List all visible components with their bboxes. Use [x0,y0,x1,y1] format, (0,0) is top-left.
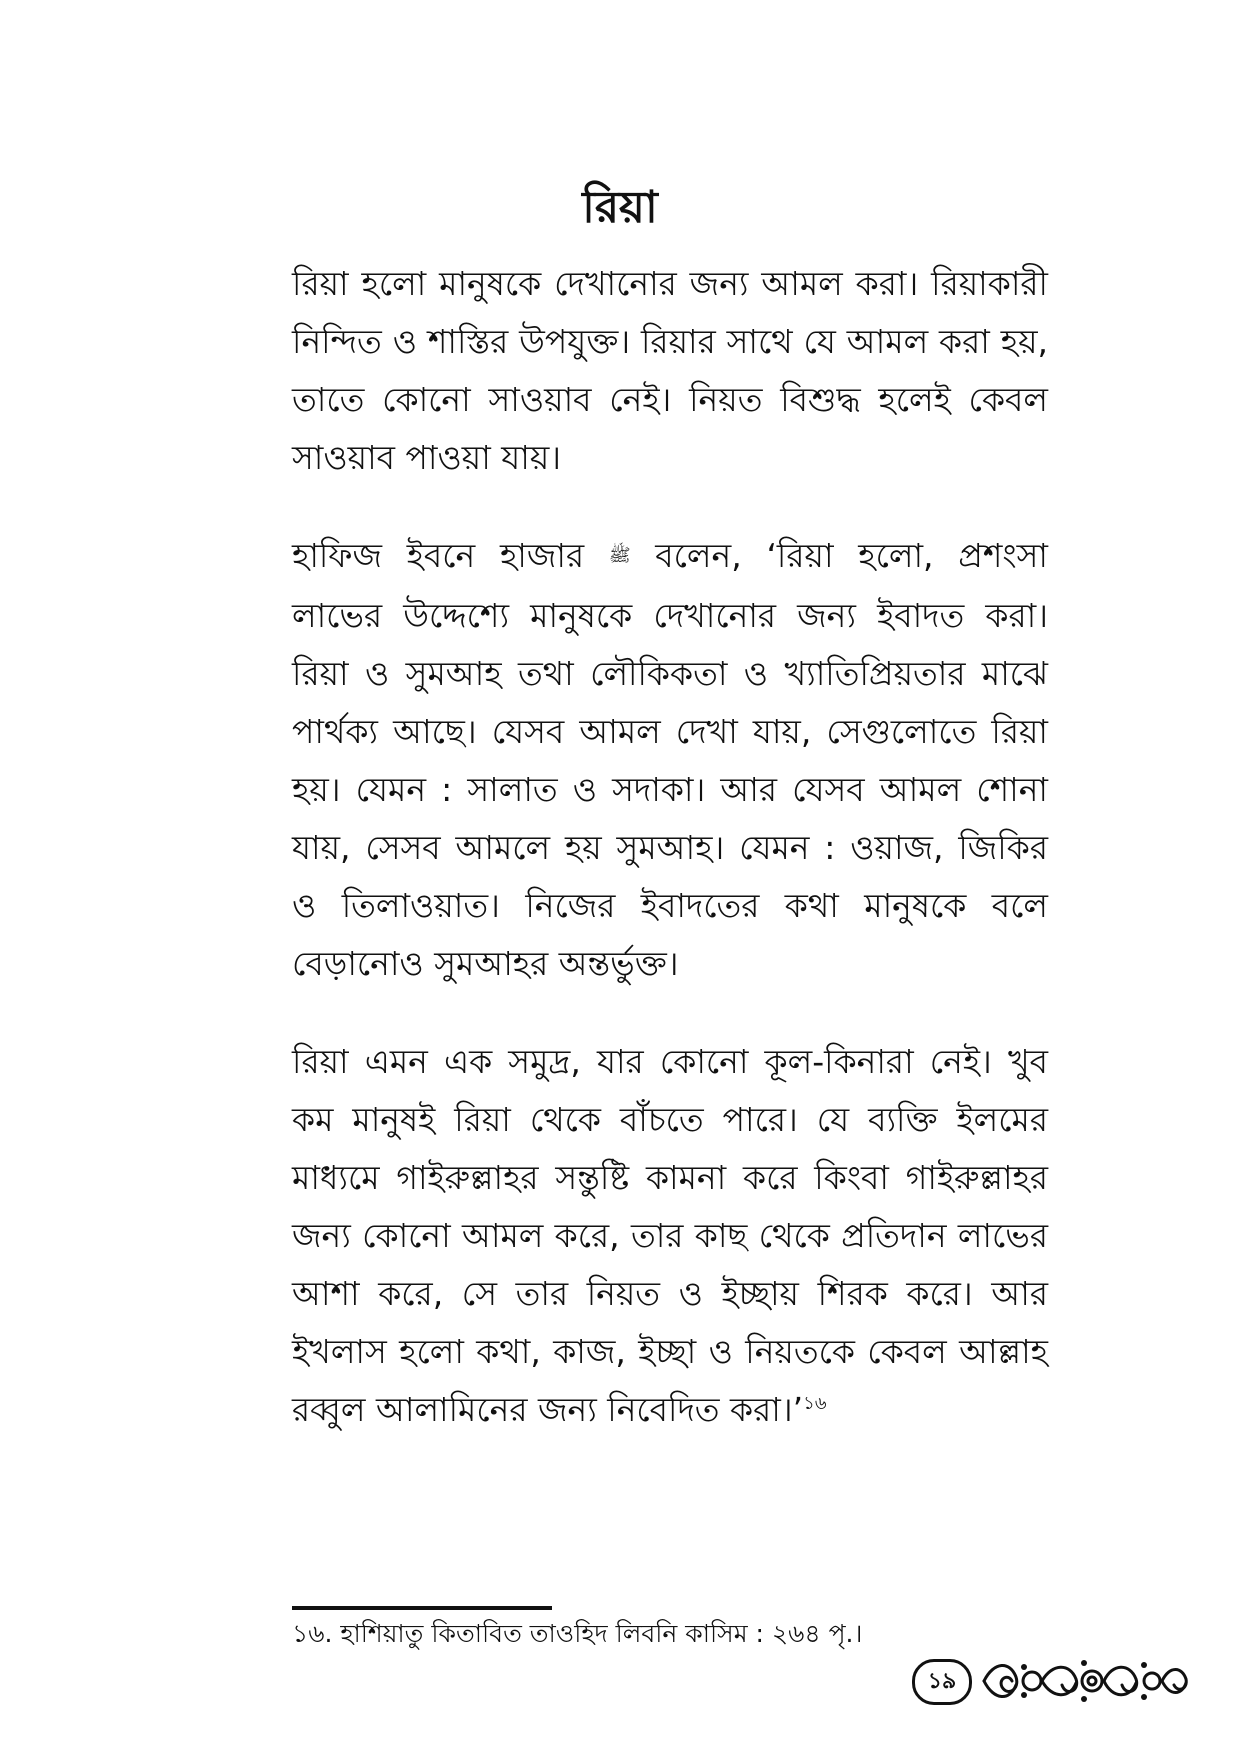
chapter-title: রিয়া [582,182,658,233]
footnote-reference: ১৬ [803,1392,827,1414]
page-number: ১৯ [912,1659,972,1705]
paragraph-2 [292,527,1048,993]
ornament-icon [980,1655,1190,1707]
paragraph-1: রিয়া হলো মানুষকে দেখানোর জন্য আমল করা। রিয়াকারী নিন্দিত ও শাস্তির উপযুক্ত। রিয়ার সাথে যে আমল করা হয়, তাতে কোনো সাওয়াব নেই। নিয়ত বিশুদ্ধ হলেই কেবল সাওয়াব পাওয়া যায়। [292,264,1048,477]
honorific-glyph: ﷺ [608,544,631,566]
paragraph-2-rest: বলেন, ‘রিয়া হলো, প্রশংসা লাভের উদ্দেশ্যে মানুষকে দেখানোর জন্য ইবাদত করা। রিয়া ও সুমআহ তথা লৌকিকতা ও খ্যাতিপ্রিয়তার মাঝে পার্থক্য আছে। যেসব আমল দেখা যায়, সেগুলোতে রিয়া হয়। যেমন : সালাত ও সদাকা। আর যেসব আমল শোনা যায়, সেসব আমলে হয় সুমআহ। যেমন : ওয়াজ, জিকির ও তিলাওয়াত। নিজের ইবাদতের কথা মানুষকে বলে বেড়ানোও সুমআহর অন্তর্ভুক্ত। [292,536,1048,983]
footnote-divider [292,1606,552,1610]
paragraph-3 [292,1033,1048,1439]
paragraph-2-lead: হাফিজ ইবনে হাজার [292,536,585,575]
page-footer [912,1655,1212,1715]
paragraph-3-text: রিয়া এমন এক সমুদ্র, যার কোনো কূল-কিনারা নেই। খুব কম মানুষই রিয়া থেকে বাঁচতে পারে। যে ব্যক্তি ইলমের মাধ্যমে গাইরুল্লাহর সন্তুষ্টি কামনা করে কিংবা গাইরুল্লাহর জন্য কোনো আমল করে, তার কাছ থেকে প্রতিদান লাভের আশা করে, সে তার নিয়ত ও ইচ্ছায় শিরক করে। আর ইখলাস হলো কথা, কাজ, ইচ্ছা ও নিয়তকে কেবল আল্লাহ রব্বুল আলামিনের জন্য নিবেদিত করা।’ [292,1041,1048,1429]
body-text [292,255,1048,1479]
footnote: ১৬. হাশিয়াতু কিতাবিত তাওহিদ লিবনি কাসিম : ২৬৪ পৃ.। [292,1619,863,1648]
